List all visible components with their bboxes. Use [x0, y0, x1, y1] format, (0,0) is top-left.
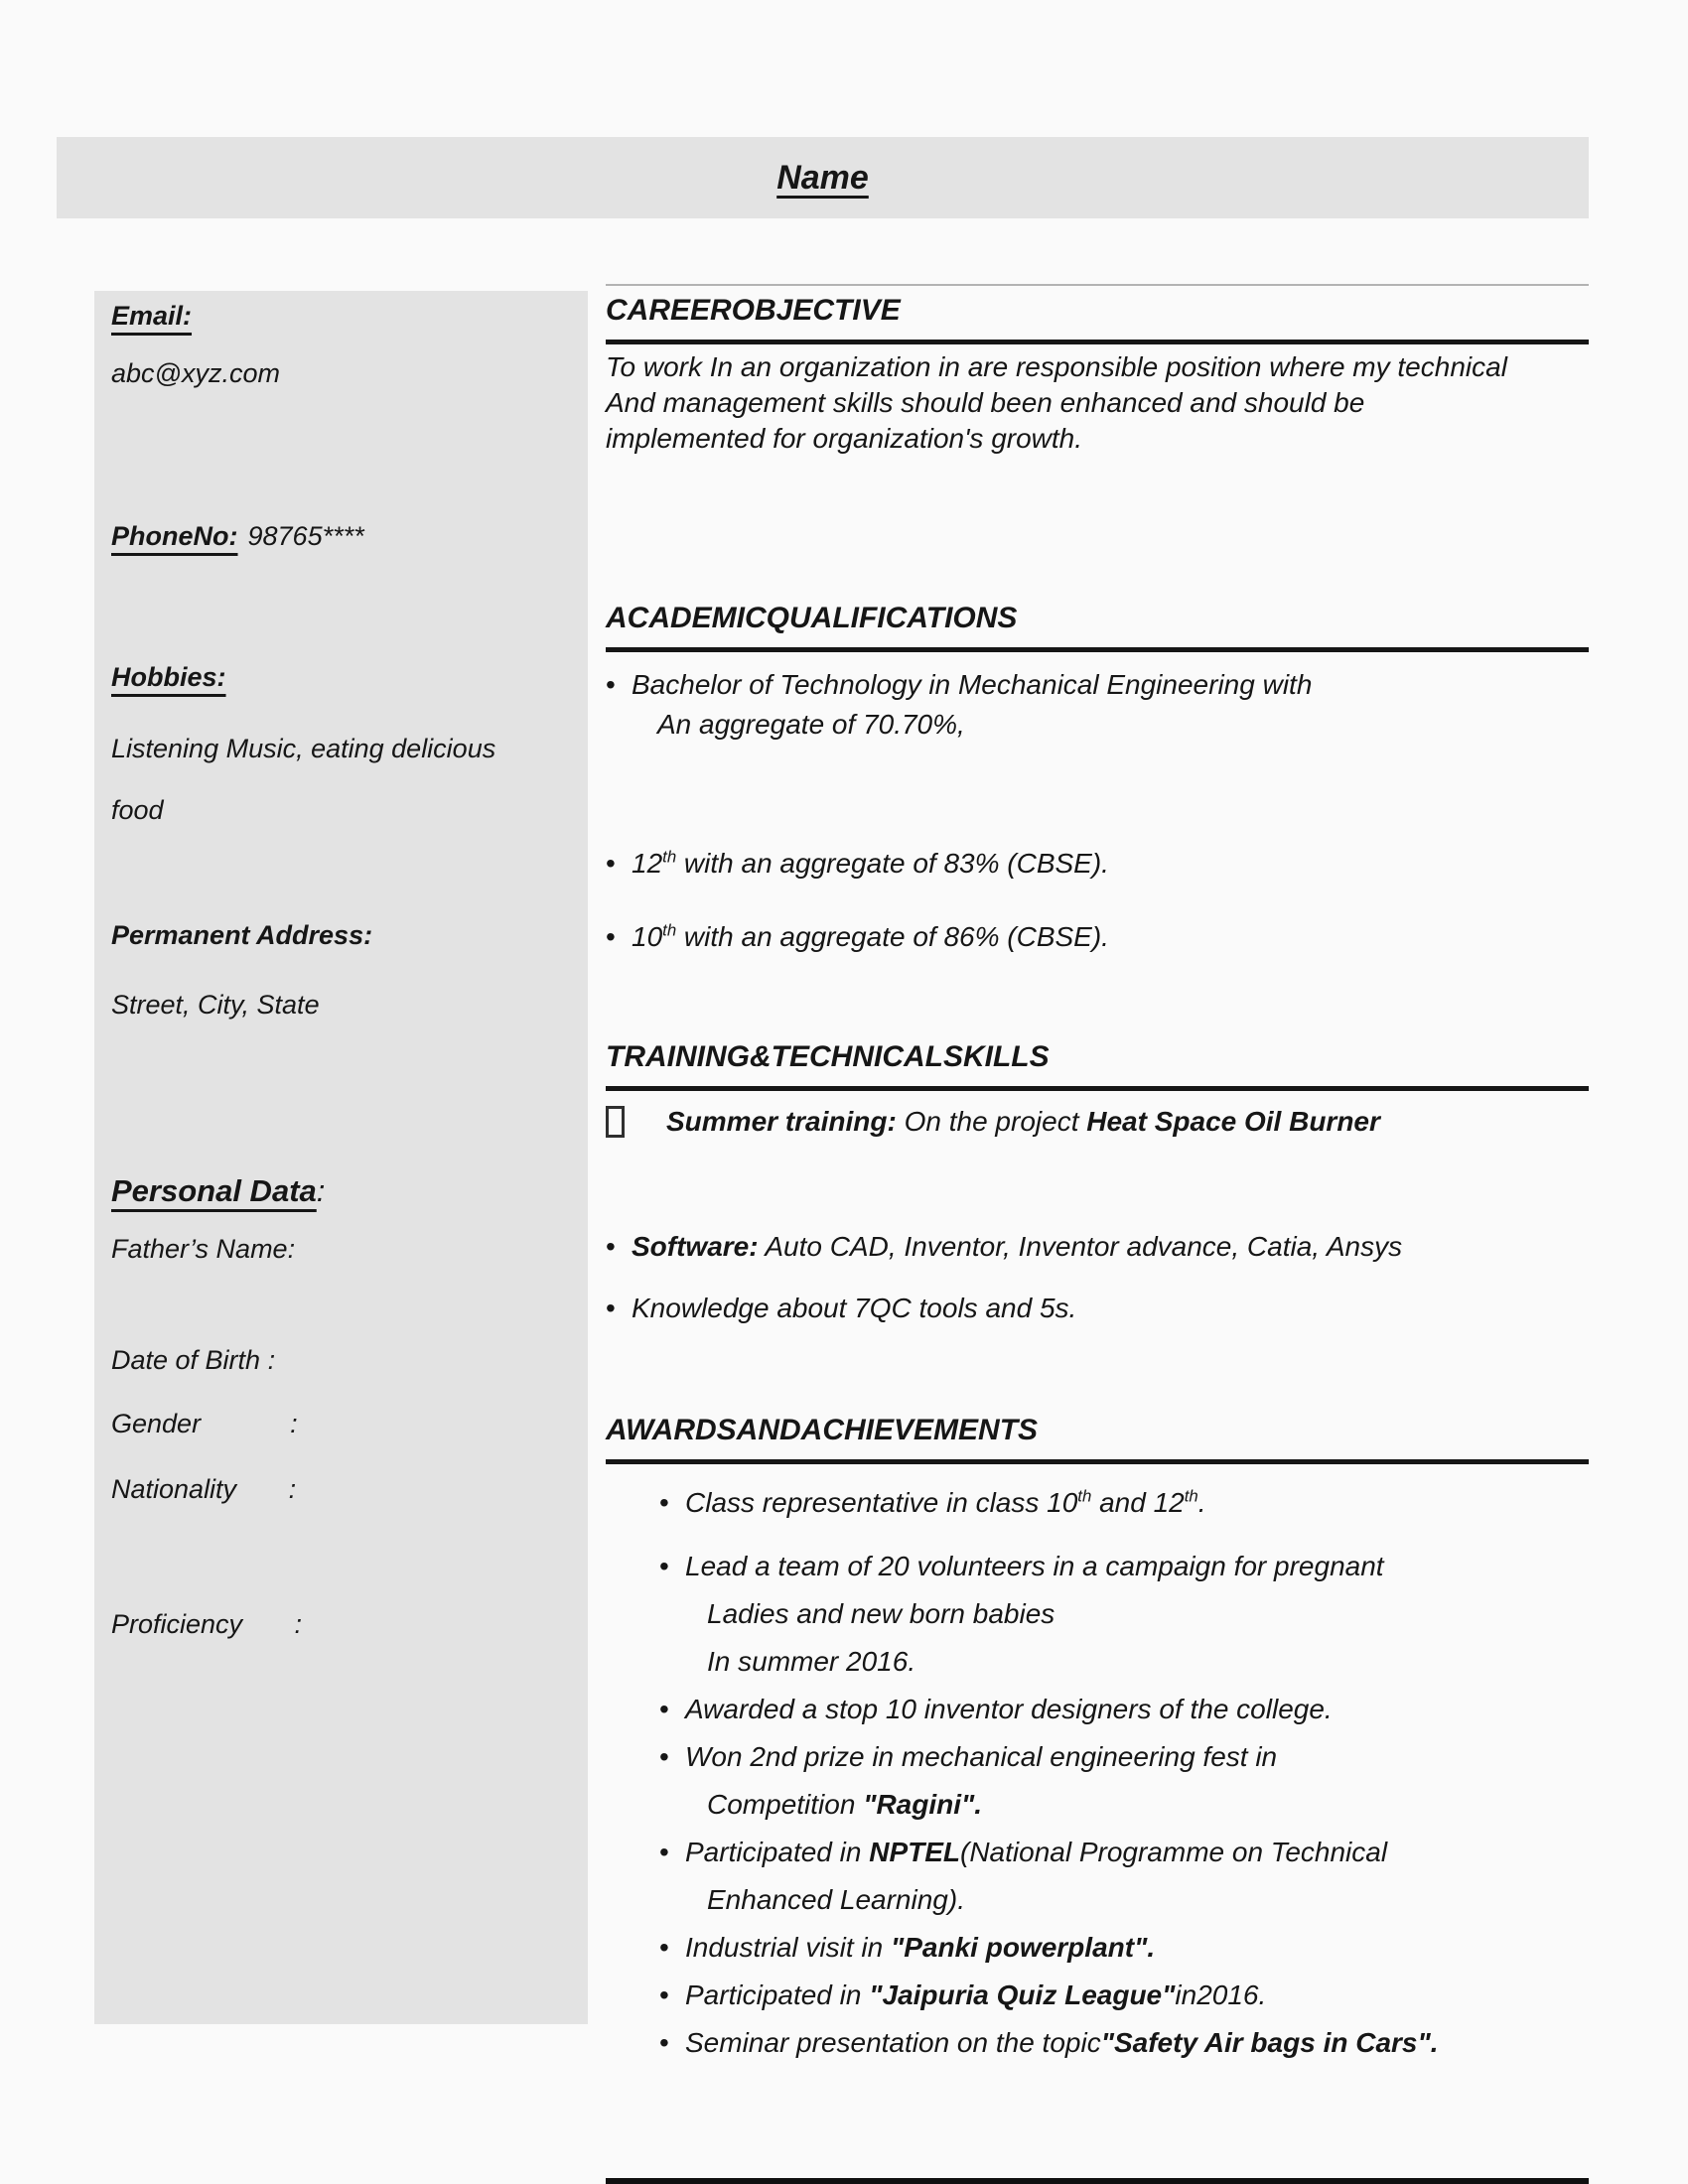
gender-field: Gender : [111, 1409, 298, 1438]
award-text: Competition "Ragini". [707, 1789, 983, 1820]
software-text: Software: Auto CAD, Inventor, Inventor advance, Catia, Ansys [632, 1231, 1403, 1262]
academic-bullet-10th [606, 921, 1589, 953]
bullet-icon: • [659, 1551, 669, 1581]
bullet-icon: • [659, 1487, 669, 1518]
hobbies-label: Hobbies: [111, 662, 226, 692]
missing-glyph-box-icon [606, 1106, 625, 1138]
award-text: Industrial visit in "Panki powerplant". [685, 1932, 1156, 1963]
summer-training-item [606, 1106, 1589, 1138]
award-item [659, 1972, 1642, 2019]
award-item [659, 1829, 1642, 1876]
personal-data-label [111, 1174, 580, 1208]
award-text: Participated in "Jaipuria Quiz League"in2016. [685, 1979, 1267, 2010]
award-item [659, 1479, 1642, 1527]
award-item [659, 1924, 1642, 1972]
bullet-icon: • [606, 669, 616, 700]
bullet-text: 12th with an aggregate of 83% (CBSE). [632, 847, 1109, 879]
award-item [659, 1543, 1642, 1590]
nationality-field: Nationality : [111, 1474, 297, 1504]
bullet-icon: • [659, 1741, 669, 1772]
email-label: Email: [111, 301, 193, 331]
personal-data-colon: : [316, 1173, 326, 1208]
award-text-continued [659, 1876, 1642, 1924]
name-header-bar [57, 137, 1589, 218]
bullet-icon: • [606, 1293, 616, 1323]
award-text: Class representative in class 10th and 12th. [685, 1486, 1206, 1518]
award-text: In summer 2016. [707, 1646, 916, 1677]
career-objective-heading-text: CAREEROBJECTIVE [606, 284, 1589, 344]
bullet-icon: • [659, 1694, 669, 1724]
email-value: abc@xyz.com [111, 358, 280, 388]
awards-achievements-heading [606, 1414, 1589, 1464]
page-title: Name [776, 158, 869, 197]
address-label: Permanent Address: [111, 920, 373, 950]
career-objective-heading [606, 284, 1589, 344]
awards-achievements-heading-text: AWARDSANDACHIEVEMENTS [606, 1414, 1589, 1464]
phone-row [111, 519, 580, 553]
next-section-divider [606, 2178, 1589, 2184]
proficiency-field: Proficiency : [111, 1609, 303, 1639]
bullet-icon: • [659, 1932, 669, 1963]
bullet-icon: • [606, 848, 616, 879]
academic-qualifications-heading-text: ACADEMICQUALIFICATIONS [606, 602, 1589, 652]
hobbies-value-line2: food [111, 795, 164, 825]
award-text: Enhanced Learning). [707, 1884, 965, 1915]
award-item [659, 1686, 1642, 1733]
father-name-field: Father’s Name: [111, 1234, 296, 1264]
address-value: Street, City, State [111, 990, 320, 1020]
bullet-icon: • [659, 1979, 669, 2010]
award-item [659, 1733, 1642, 1781]
award-text: Lead a team of 20 volunteers in a campaign for pregnant [685, 1551, 1384, 1581]
awards-list [606, 1479, 1642, 2067]
bullet-icon: • [659, 1837, 669, 1867]
bullet-text-continued: An aggregate of 70.70%, [657, 709, 965, 740]
bullet-icon: • [606, 921, 616, 952]
career-objective-line: implemented for organization's growth. [606, 423, 1083, 454]
bullet-text: Bachelor of Technology in Mechanical Engineering with [632, 669, 1313, 700]
award-text-continued [659, 1590, 1642, 1638]
career-objective-line: And management skills should been enhanced and should be [606, 387, 1365, 418]
career-objective-paragraph [606, 349, 1589, 457]
bullet-icon: • [659, 2027, 669, 2058]
career-objective-line: To work In an organization in are responsible position where my technical [606, 351, 1507, 382]
academic-bullet-btech [606, 665, 1589, 745]
knowledge-text: Knowledge about 7QC tools and 5s. [632, 1293, 1077, 1323]
sidebar [94, 291, 588, 2024]
award-text: Participated in NPTEL(National Programme on Technical [685, 1837, 1388, 1867]
award-text-continued [659, 1638, 1642, 1686]
phone-value: 98765**** [247, 521, 364, 551]
training-skills-heading-text: TRAINING&TECHNICALSKILLS [606, 1040, 1589, 1091]
award-text: Awarded a stop 10 inventor designers of the college. [685, 1694, 1333, 1724]
software-item [606, 1231, 1589, 1263]
hobbies-value-line1: Listening Music, eating delicious [111, 734, 496, 763]
award-text-continued [659, 1781, 1642, 1829]
bullet-icon: • [606, 1231, 616, 1262]
academic-qualifications-heading [606, 602, 1589, 652]
award-text: Seminar presentation on the topic"Safety Air bags in Cars". [685, 2027, 1439, 2058]
date-of-birth-field: Date of Birth : [111, 1345, 276, 1375]
award-item [659, 2019, 1642, 2067]
bullet-text: 10th with an aggregate of 86% (CBSE). [632, 920, 1109, 952]
knowledge-item [606, 1293, 1589, 1324]
training-skills-heading [606, 1040, 1589, 1091]
phone-label: PhoneNo: [111, 521, 238, 551]
summer-training-text: Summer training: On the project Heat Space Oil Burner [666, 1106, 1380, 1137]
academic-bullet-12th [606, 848, 1589, 880]
award-text: Won 2nd prize in mechanical engineering fest in [685, 1741, 1278, 1772]
award-text: Ladies and new born babies [707, 1598, 1055, 1629]
personal-data-label-text: Personal Data [111, 1173, 317, 1208]
